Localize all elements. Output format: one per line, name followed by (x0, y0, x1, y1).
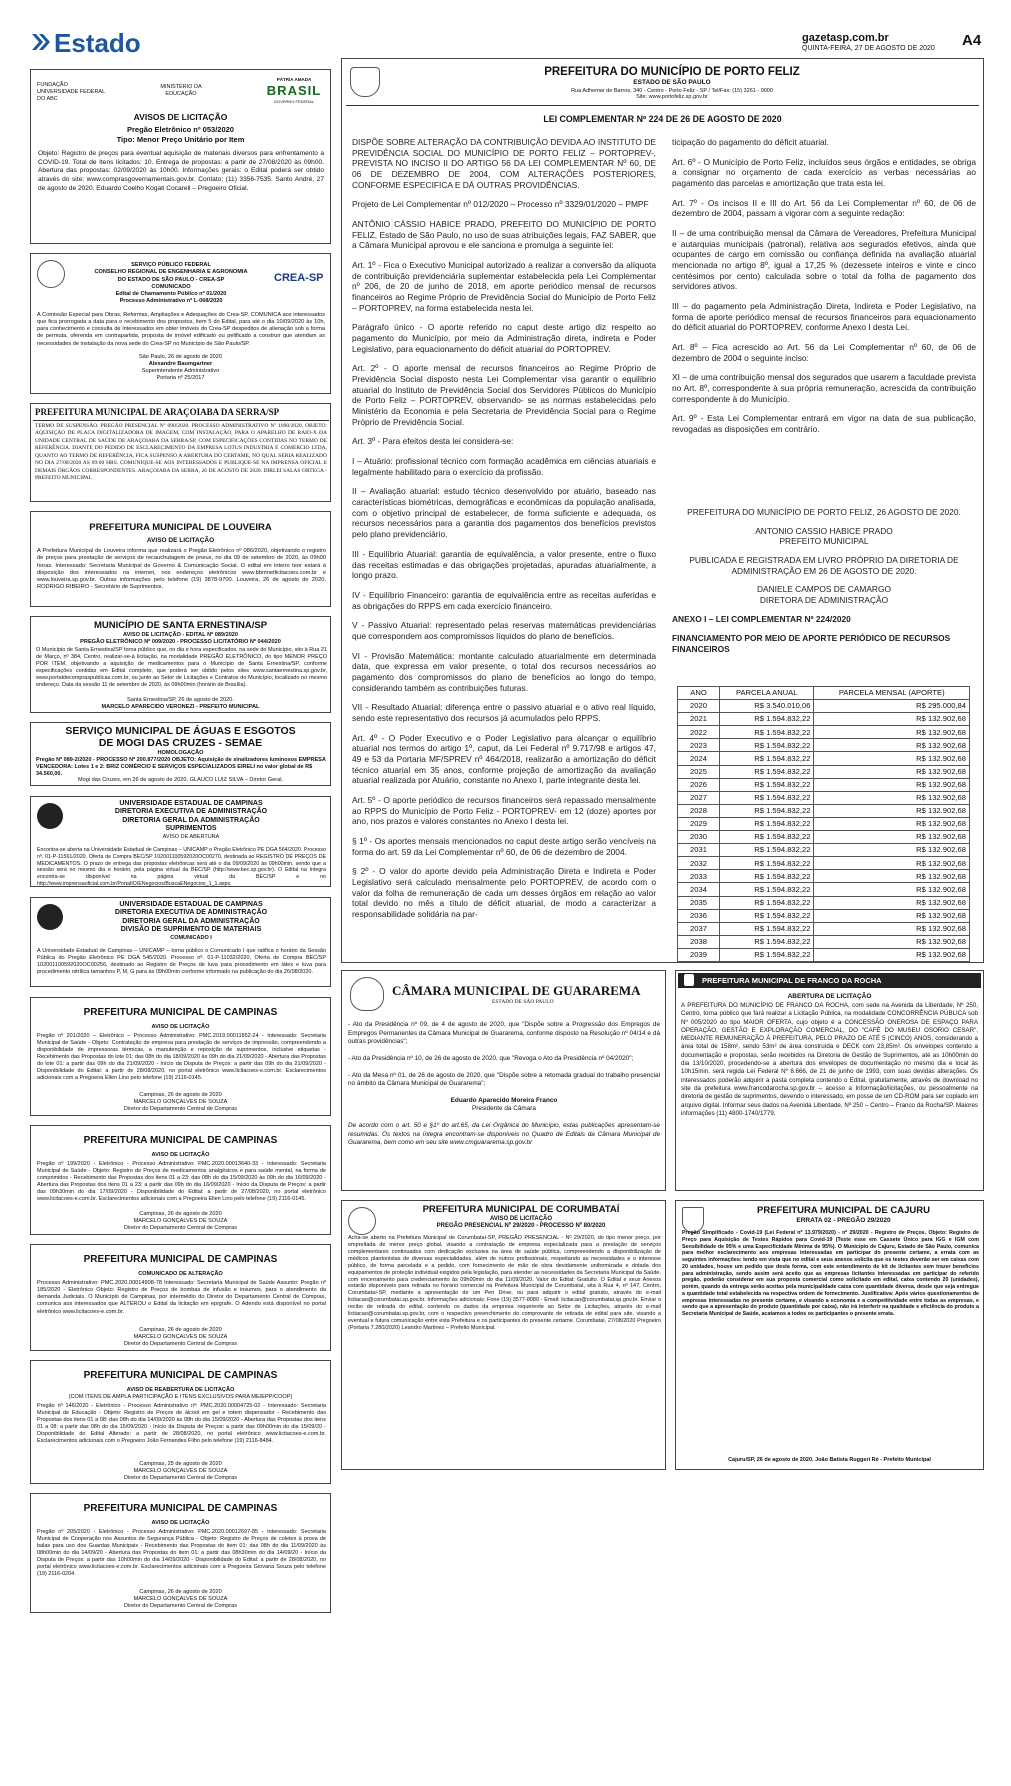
ernestina-signature: MARCELO APARECIDO VERONEZI - PREFEITO MUNICIPAL (101, 704, 260, 710)
aracoiaba-body: TERMO DE SUSPENSÃO. PREGÃO PRESENCIAL Nº 090/2020. PROCESSO ADMINISTRATIVO Nº 1090/2020. OBJETO: AQUISIÇÃO DE PLACA DIGITALIZADORA DE IMAGEM, COM INSTALAÇÃO, PARA O APARELHO DE RAIO-X DA UNIDADE CENTRAL DE SAÚDE DE ARAÇOIABA DA SERRA/SP, COM ESPECIFICAÇÕES CONTIDAS NO TERMO DE REFERÊNCIA. DIANTE DO PEDIDO DE ESCLARECIMENTO DA EMPRESA LOTUS INDUSTRIA E COMERCIO LTDA, QUANTO AO TERMO DE REFERÊNCIA, FICA SUSPENSO A ABERTURA DO CERTAME, NO QUAL SERIA REALIZADO NO DIA 27/08/2020 AS 09:00 HRS. COMUNIQUE-SE AOS INTERESSADOS E PUBLIQUE-SE NA IMPRENSA OFICIAL E DEMAIS ÓRGÃOS CORRESPONDENTES. ARAÇOIABA DA SERRA, 26 DE AGOSTO DE 2020. DIRLEI SALAS ORTEGA - PREFEITO MUNICIPAL (35, 423, 327, 482)
year-cell: 2021 (678, 713, 720, 726)
campinas-title: PREFEITURA MUNICIPAL DE CAMPINAS (83, 1254, 278, 1265)
notice-title: AVISOS DE LICITAÇÃO (133, 112, 228, 122)
guararema-notice (341, 970, 666, 1191)
porto-feliz-header: PREFEITURA DO MUNICÍPIO DE PORTO FELIZ ESTADO DE SÃO PAULO Rua Adhemar de Barros, 340 - Centro - Porto Feliz - SP / Tel/Fax: (15) 3261 - 9000 Site: www.portofeliz.sp.gov.br (544, 66, 800, 101)
annual-cell: R$ 1.594.832,22 (720, 883, 814, 896)
ernestina-date: Santa Ernestina/SP, 26 de agosto de 2020. (127, 697, 234, 703)
annual-cell: R$ 1.594.832,22 (720, 896, 814, 909)
ernestina-notice (30, 616, 331, 713)
crea-logo: CREA-SP (274, 272, 324, 284)
campinas-body: Processo Administrativo: PMC.2020.00014908-78 Interessado: Secretaria Municipal de Saúde Assunto: Pregão nº 185/2020 - Eletrônico Objeto: Registro de Preços de bombas de infusão e insumos, para o atendimento da demanda Judiciais. O Município de Campinas, por intermédio do Diretor do Departamento Central de Compras, comunica aos interessados que ALTEROU o Edital da licitação em epígrafe. O Adendo está disponível no portal eletrônico www.licitacoes-e.com.br. (37, 1280, 326, 1315)
porto-feliz-notice (341, 58, 984, 963)
unicamp-notice-2 (30, 897, 331, 987)
crea-signature: São Paulo, 26 de agosto de 2020 Alexandre Baumgartner Superintendente Administrativo Portaria nº 25/2017 (138, 354, 223, 382)
year-cell: 2020 (678, 700, 720, 713)
section-title: Estado (54, 28, 141, 58)
law-paragraph: VII - Resultado Atuarial: diferença entre o passivo atuarial e o ativo real líquido, sendo este representativo dos recursos já acumulados pelo RPPS. (352, 702, 656, 723)
monthly-cell: R$ 132.902,68 (814, 922, 970, 935)
law-paragraph: Art. 7º - Os incisos II e III do Art. 56 da Lei Complementar nº 60, de 06 de dezembro de 2004, passam a vigorar com a seguinte redação: (672, 197, 976, 219)
campinas-body: Pregão nº 205/2020 - Eletrônico - Processo Administrativo: PMC.2020.00012697-85 - Interessado: Secretaria Municipal de Cooperação nos Assuntos de Segurança Pública - Objeto: Registro de Preços de coletes à prova de balas para uso dos Guardas Municipais - Recebimento das Propostas do item 01: das 08h do dia 11/09/2020 às 08h00min do dia 14/09/20 - Abertura das Propostas do item 01: a partir das 08h30min do dia 14/09/20 - Início da Disputa de Preços: a partir das 10h00min do dia 14/09/2020 - Disponibilidade do Edital: a partir de 28/08/2020, no portal eletrônico www.licitacoes-e.com.br. Esclarecimentos adicionais com a Pregoeira Giovana Souza pelo telefone (19) 2116-0204. (37, 1529, 326, 1578)
table-row (678, 844, 970, 857)
law-paragraph: § 2º - O valor do aporte devido pela Administração Direta e Indireta e Poder Legislativo será calculado mensalmente pelo PORTOPREV, de acordo com o valor da folha de remuneração de cada um desses órgãos em relação ao valor total devido no mês a título de déficit atuarial, de modo a caracterizar a responsabilidade solidária na par- (352, 866, 656, 919)
table-row (678, 935, 970, 948)
annual-cell: R$ 1.594.832,22 (720, 857, 814, 870)
table-row (678, 739, 970, 752)
year-cell: 2033 (678, 870, 720, 883)
page-number: A4 (962, 32, 982, 49)
campinas-title: PREFEITURA MUNICIPAL DE CAMPINAS (83, 1503, 278, 1514)
ernestina-subtitle: AVISO DE LICITAÇÃO - EDITAL Nº 089/2020 (122, 632, 239, 638)
year-cell: 2039 (678, 948, 720, 961)
annual-cell (720, 961, 814, 963)
unicamp-body: A Universidade Estadual de Campinas – UNICAMP – torna público o Comunicado I que ratifica o horário da Sessão Pública do Pregão Eletrônico PE DGA 545/2020. Processo nº. 01-P-11032/2020, Oferta de Compra BEC/SP 102001100592020OC00256, destinado ao Registro de Preços de luva para procedimento em látex e luva para procedimento nitrílica tamanhos P, M, G para às 09h00min conforme informado na publicação do dia 26/08/2020. (37, 948, 326, 976)
corumbatai-header: PREFEITURA MUNICIPAL DE CORUMBATAÍ AVISO DE LICITAÇÃO PREGÃO PRESENCIAL Nº 29/2020 - PROCESSO Nº 80/2020 (422, 1204, 620, 1230)
law-paragraph: ticipação do pagamento do déficit atuarial. (672, 137, 829, 147)
corumbatai-body: Acha-se aberto na Prefeitura Municipal de Corumbataí-SP, PREGÃO PRESENCIAL - Nº 29/2020, do tipo menor preço, por empreitada de menor preço global, visando a contratação de empresa especializada para a prestação de serviços complementares continuados com dedicação exclusiva na área de saúde pública, compreendendo a disponibilização de médicos plantonistas de diversas especialidades, além de outros profissionais, respeitando as necessidades e o interesse público, de forma parcelada e a pedido, com fornecimento de mão de obra devidamente uniformizada e dotada dos equipamentos de proteção individual exigidos pela legislação, para atender as necessidades da Secretaria Municipal da Saúde, com encerramento para credenciamento às 09h00min do dia 11/09/2020. Valor do Edital: Gratuito. O Edital e seus Anexos estarão disponíveis para retirada no horário comercial na Prefeitura Municipal de Corumbataí, sita à Rua 4, nº 147, Centro, Corumbataí-SP, mediante a apresentação de um Pen Drive, ou para adquirir o edital gratuito, através do e-mail licitacao@corumbatai.sp.gov.br. Informações adicionais: Fone (19) 3577-8080 - Email: licitacao@corumbatai.sp.gov.br. Enviar o recibo de retirada do edital, contendo os dados da empresa requerente ao Setor de Licitações, através do e-mail licitacao@corumbatai.sp.gov.br, com o respectivo preenchimento do comprovante de retirada de edital para site, visando a eventual e futura comunicação entre esta Prefeitura e os participantes do presente certame. Corumbataí, 27/08/2020 Pregoeiro (Portaria 7.280/2020) Leandro Martinez – Prefeito Municipal. (348, 1235, 661, 1331)
campinas-subtitle: AVISO DE LICITAÇÃO (151, 1024, 210, 1030)
monthly-cell: R$ 132.902,68 (814, 804, 970, 817)
semae-title: SERVIÇO MUNICIPAL DE ÁGUAS E ESGOTOS (65, 725, 296, 737)
crea-header: SERVIÇO PÚBLICO FEDERAL CONSELHO REGIONAL DE ENGENHARIA E AGRONOMIA DO ESTADO DE SÃO PAULO - CREA-SP COMUNICADO Edital de Chamamento Público nº 01/2020 Processo Administrativo nº L-068/2020 (94, 262, 248, 305)
table-row (678, 948, 970, 961)
table-row (678, 831, 970, 844)
law-title: LEI COMPLEMENTAR Nº 224 DE 26 DE AGOSTO DE 2020 (543, 114, 782, 124)
campinas-subtitle: AVISO DE LICITAÇÃO (151, 1152, 210, 1158)
annual-cell: R$ 1.594.832,22 (720, 739, 814, 752)
campinas-signature: Campinas, 25 de agosto de 2020 MARCELO GONÇALVES DE SOUZA Diretor do Departamento Central de Compras (123, 1461, 238, 1482)
notice-subtitle-2: Tipo: Menor Preço Unitário por Item (116, 135, 245, 144)
law-paragraph: Art. 9º - Esta Lei Complementar entrará em vigor na data de sua publicação, revogadas as disposições em contrário. (672, 413, 976, 435)
year-cell: 2034 (678, 883, 720, 896)
issue-date: QUINTA-FEIRA, 27 DE AGOSTO DE 2020 (802, 45, 935, 52)
campinas-signature: Campinas, 26 de agosto de 2020 MARCELO GONÇALVES DE SOUZA Diretor do Departamento Central de Compras (123, 1327, 238, 1348)
table-row (678, 778, 970, 791)
crea-notice (30, 253, 331, 394)
col-header-monthly: PARCELA MENSAL (APORTE) (814, 687, 970, 700)
monthly-cell: R$ 132.902,68 (814, 726, 970, 739)
campinas-title: PREFEITURA MUNICIPAL DE CAMPINAS (83, 1007, 278, 1018)
law-paragraph: IV - Equilíbrio Financeiro: garantia de equivalência entre as receitas auferidas e as obrigações do RPPS em cada exercício financeiro. (352, 589, 656, 611)
table-row (678, 700, 970, 713)
unicamp-notice-1 (30, 796, 331, 887)
annual-cell: R$ 1.594.832,22 (720, 844, 814, 857)
monthly-cell: R$ 132.902,68 (814, 883, 970, 896)
law-paragraph: § 1º - Os aportes mensais mencionados no caput deste artigo serão vencíveis na forma do art. 59 da Lei Complementar nº 60, de 06 de dezembro de 2004. (352, 835, 656, 857)
annual-cell: R$ 1.594.832,22 (720, 752, 814, 765)
table-row (678, 726, 970, 739)
law-paragraph: Art. 3º - Para efeitos desta lei considera-se: (352, 436, 514, 447)
ufabc-notice (30, 69, 331, 244)
annual-cell: R$ 1.594.832,22 (720, 817, 814, 830)
year-cell: 2025 (678, 765, 720, 778)
monthly-cell: R$ 132.902,68 (814, 896, 970, 909)
campinas-notice-5 (30, 1493, 331, 1613)
coat-of-arms-icon (37, 260, 65, 288)
crea-body: A Comissão Especial para Obras, Reformas, Ampliações e Adequações do Crea-SP, COMUNICA aos interessados que fica prorrogada a data para o recebimento dos propostos, item 5 do Edital, para até o dia 10/09/2020 às 10h, para conhecimento e consulta de interessados em obter imóveis do Crea-SP despeditos de alienação sob a forma de permuta, oferenda em contrapartida, proposta de imóvel edificado ou pelificado a construir que atendam as necessidades de instalação da nova sede do Crea-SP no Município de São Paulo/SP. (37, 312, 325, 347)
year-cell: 2035 (678, 896, 720, 909)
franco-rocha-subtitle: ABERTURA DE LICITAÇÃO (787, 993, 872, 1000)
campinas-body: Pregão nº 201/2020 – Eletrônico – Processo Administrativo: PMC.2019.00011852-24 - Interessado: Secretaria Municipal de Saúde - Objeto: Contratação de empresa para prestação de serviços de impressão, compreendendo a disponibilidade de impressoras térmicas, a manutenção e reposição de suprimentos, inclusive etiquetas - Recebimento das Propostas do lote 01: das 08h do dia 18/09/2020 às 09h do dia 21/09/2020 - Abertura das Propostas do lote 01: a partir das 09h do dia 21/09/2020 - Início da Disputa de Preços: a partir das 09h do dia 21/09/2020 - Disponibilidade do Edital: a partir de 28/08/2020, no portal eletrônico www.licitacoes-e.com.br. Esclarecimentos adicionais com a Pregoeira Ellen Lino pelo telefone (19) 2116-0145. (37, 1033, 326, 1082)
guararema-title: CÂMARA MUNICIPAL DE GUARAREMA (392, 983, 641, 998)
law-paragraph: Projeto de Lei Complementar nº 012/2020 – Processo nº 3329/01/2020 – PMPF (352, 199, 649, 210)
monthly-cell: R$ 132.902,68 (814, 739, 970, 752)
franco-rocha-body: A PREFEITURA DO MUNICÍPIO DE FRANCO DA ROCHA, com sede na Avenida da Liberdade, Nº 250, Centro, torna público que fará realizar a Licitação Pública, na modalidade CONCORRÊNCIA PÚBLICA sob Nº 005/2020 do tipo MAIOR OFERTA, cujo objeto é a CONCESSÃO ONEROSA DE ESPAÇO PARA OPERAÇÃO, GESTÃO E EXPLORAÇÃO COMERCIAL, DO "CAFÉ DO MUSEU OSORIO CESAR", MEDIANTE REMUNERAÇÃO À PREFEITURA, PELO PRAZO DE ATÉ 5 (CINCO) ANOS, considerando a área total de 158m², sendo 53m² de área construída e DECK com 23,85m². Os envelopes contendo a documentação e propostas, serão recebidos na Diretoria de Gestão de Suprimentos, até as 10h00min do dia 13/10/2020, procedendo-se a abertura dos envelopes de documentação no mesmo dia e local às 10h15min. será regida Lei Federal Nº 8.666, de 21 de junho de 1993, com suas devidas alterações. Os interessados poderão adquirir a pasta completa contendo o Edital, gratuitamente, através de download no site da prefeitura www.francodarocha.sp.gov.br – acesso a Informação/licitações, ou pessoalmente na diretoria de gestão de suprimentos, devendo o interessado, em posse de um CD-ROM para ser copiado em arquivo digital. Informar seus dados na Avenida Liberdade, Nº 250 – Centro – Franco da Rocha/SP. Maiores informações (11) 4800-1740/1779. (681, 1002, 978, 1117)
annual-cell: R$ 1.594.832,22 (720, 804, 814, 817)
monthly-cell: R$ 132.902,68 (814, 791, 970, 804)
louveira-title: PREFEITURA MUNICIPAL DE LOUVEIRA (89, 522, 272, 533)
law-paragraph: II – de uma contribuição mensal da Câmara de Vereadores, Prefeitura Municipal e autarquias municipais (patronal), relativa aos segurados efetivos, ainda que ocupantes de cargo em comissão ou confiança definida na avaliação atuarial mencionada no artigo 8º, igual a 17,25 % (dezessete inteiros e vinte e cinco centésimos por cento) calculada sobre o total da folha de pagamento dos servidores ativos. (672, 228, 976, 292)
notice-subtitle: Pregão Eletrônico nº 053/2020 (127, 125, 234, 134)
brasil-logo: PÁTRIA AMADA BRASIL GOVERNO FEDERAL (261, 77, 327, 104)
guararema-subtitle: ESTADO DE SÃO PAULO (492, 999, 554, 1005)
year-cell: 2032 (678, 857, 720, 870)
year-cell: 2027 (678, 791, 720, 804)
campinas-notice-1 (30, 997, 331, 1116)
annual-cell: R$ 1.594.832,22 (720, 948, 814, 961)
monthly-cell: R$ 132.902,68 (814, 831, 970, 844)
table-row (678, 804, 970, 817)
monthly-cell (814, 961, 970, 963)
franco-rocha-title: PREFEITURA MUNICIPAL DE FRANCO DA ROCHA (702, 976, 882, 985)
annual-cell: R$ 1.594.832,22 (720, 791, 814, 804)
law-paragraph: I – Atuário: profissional técnico com formação acadêmica em ciências atuariais e legalmente habilitado para o exercício da profissão. (352, 456, 656, 477)
unicamp-header: UNIVERSIDADE ESTADUAL DE CAMPINAS DIRETORIA EXECUTIVA DE ADMINISTRAÇÃO DIRETORIA GERAL DA ADMINISTRAÇÃO DIVISÃO DE SUPRIMENTO DE MATERIAIS COMUNICADO I (114, 901, 268, 941)
monthly-cell: R$ 295.000,84 (814, 700, 970, 713)
law-paragraph: ANTÔNIO CÁSSIO HABICE PRADO, PREFEITO DO MUNICÍPIO DE PORTO FELIZ, Estado de São Paulo, no uso de suas atribuições legais, FAZ SABER, que a Câmara Municipal aprovou e ele sanciona e promulga a seguinte lei: (352, 219, 656, 251)
campinas-notice-2 (30, 1125, 331, 1235)
law-closing: PREFEITURA DO MUNICÍPIO DE PORTO FELIZ, 26 AGOSTO DE 2020. ANTONIO CASSIO HABICE PRADO PREFEITO MUNICIPAL PUBLICADA E REGISTRADA EM LIVRO PRÓPRIO DA DIRETORIA DE ADMINISTRAÇÃO EM 26 DE AGOSTO DE 2020. DANIELE CAMPOS DE CAMARGO DIRETORA DE ADMINISTRAÇÃO ANEXO I – LEI COMPLEMENTAR Nº 224/2020 FINANCIAMENTO POR MEIO DE APORTE PERIÓDICO DE RECURSOS FINANCEIROS (672, 507, 961, 655)
coat-of-arms-icon (348, 1207, 376, 1235)
campinas-body: Pregão nº 199/2020 - Eletrônico - Processo Administrativo: PMC.2020.00013640-33 - Interessado: Secretaria Municipal de Saúde - Objeto: Registro de Preços de medicamentos analgésicos e para saúde mental, na forma de comprimidos - Recebimento das Propostas dos itens 01 a 23: das 08h do dia 15/09/2020 às 09h do dia 16/09/2020 - Abertura das Propostas dos itens 01 a 23: a partir das 09h do dia 16/09/2020 - Início da Disputa de Preços: a partir das 09h30min do dia 17/09/2020 - Disponibilidade do Edital: a partir de 27/08/2020, no portal eletrônico www.licitacoes-e.com.br. Esclarecimentos adicionais com a Pregoeira Ellen Lino pelo telefone (19) 2116-0145. (37, 1161, 326, 1203)
year-cell: 2031 (678, 844, 720, 857)
table-row (678, 909, 970, 922)
law-paragraph: Art. 1º - Fica o Executivo Municipal autorizado a realizar a conversão da alíquota de contribuição previdenciária suplementar estabelecida pela Lei Complementar nº 206, de 20 de junho de 2018, em aporte periódico mensal de recursos financeiros ao Regime Próprio de Previdência Social do Município de Porto Feliz – PORTOPREV, na forma estabelecida nesta lei. (352, 260, 656, 313)
monthly-cell: R$ 132.902,68 (814, 935, 970, 948)
campinas-subtitle: AVISO DE REABERTURA DE LICITAÇÃO (126, 1387, 235, 1393)
campinas-title: PREFEITURA MUNICIPAL DE CAMPINAS (83, 1370, 278, 1381)
monthly-cell: R$ 132.902,68 (814, 713, 970, 726)
monthly-cell: R$ 132.902,68 (814, 817, 970, 830)
monthly-cell: R$ 132.902,68 (814, 948, 970, 961)
law-paragraph: III – do pagamento pela Administração Direta, Indireta e Poder Legislativo, na forma de aporte periódico mensal de recursos financeiros para equacionamento do déficit atuarial do PORTOPREV, conforme Anexo I desta Lei. (672, 301, 976, 333)
law-paragraph: Art. 8º – Fica acrescido ao Art. 56 da Lei Complementar nº 60, de 06 de dezembro de 2004 o seguinte inciso: (672, 342, 976, 363)
year-cell: 2028 (678, 804, 720, 817)
year-cell: 2037 (678, 922, 720, 935)
semae-title-2: DE MOGI DAS CRUZES - SEMAE (98, 737, 263, 749)
monthly-cell: R$ 132.902,68 (814, 752, 970, 765)
law-paragraph: DISPÕE SOBRE ALTERAÇÃO DA CONTRIBUIÇÃO DEVIDA AO INSTITUTO DE PREVIDÊNCIA SOCIAL DO MUNICÍPIO DE PORTO FELIZ – PORTOPREV-, PREVISTA NO INCISO II DO ARTIGO 56 DA LEI COMPLEMENTAR Nº 60, DE 06 DE DEZEMBRO DE 2004, COM ALTERAÇÕES POSTERIORES, CONFORME ESPECIFICA E DÁ OUTRAS PROVIDÊNCIAS. (352, 137, 656, 190)
annual-cell: R$ 1.594.832,22 (720, 870, 814, 883)
law-paragraph: Art. 4º - O Poder Executivo e o Poder Legislativo para alcançar o equilíbrio atuarial nos termos do artigo 1º, caput, da Lei Federal nº 9.717/98 e artigos 47, 49 e 53 da Portaria MF/SPREV nº 464/2018, realizarão a amortização do déficit técnico atuarial em 35 anos, conforme projeção de amortização da avaliação atuarial realizada por Atuário, constante no Anexo I, parte integrante desta lei. (352, 732, 656, 786)
law-paragraph: XI – de uma contribuição mensal dos segurados que usarem a faculdade prevista no Art. 8º, correspondente à sua própria remuneração, acrescida da contribuição correspondente à do Município. (672, 372, 976, 404)
table-row (678, 752, 970, 765)
coat-of-arms-icon (350, 67, 380, 97)
semae-subtitle: HOMOLOGAÇÃO (157, 750, 204, 756)
col-header-annual: PARCELA ANUAL (720, 687, 814, 700)
franco-rocha-notice (675, 970, 984, 1191)
annual-cell: R$ 1.594.832,22 (720, 935, 814, 948)
table-row (678, 713, 970, 726)
ministry-label: MINISTÉRIO DA EDUCAÇÃO (160, 84, 202, 97)
law-paragraph: Parágrafo único - O aporte referido no caput deste artigo diz respeito ao pagamento do Município, por meio da Administração direta, indireta e Poder Legislativo, para equacionamento do déficit atuarial do PORTOPREV. (352, 322, 656, 354)
law-paragraph: Art. 6º - O Município de Porto Feliz, incluídos seus órgãos e entidades, se obriga a consignar no orçamento de cada exercício as verbas necessárias ao pagamento das parcelas e amortização que trata esta lei. (672, 156, 976, 189)
ernestina-subtitle-2: PREGÃO ELETRÔNICO Nº 009/2020 - PROCESSO LICITATÓRIO Nº 044/2020 (80, 639, 281, 645)
annual-cell: R$ 1.594.832,22 (720, 713, 814, 726)
annual-cell: R$ 1.594.832,22 (720, 831, 814, 844)
chevron-icon (30, 32, 50, 52)
ernestina-title: MUNICÍPIO DE SANTA ERNESTINA/SP (93, 620, 268, 631)
year-cell: 2029 (678, 817, 720, 830)
col-header-year: ANO (678, 687, 720, 700)
annual-cell: R$ 3.540.010,06 (720, 700, 814, 713)
site-url[interactable]: gazetasp.com.br (802, 32, 889, 44)
monthly-cell: R$ 132.902,68 (814, 778, 970, 791)
coat-of-arms-icon (684, 974, 694, 986)
semae-body: Pregão Nº 089-2/2020 - PROCESSO Nº 200.877/2020 OBJETO: Aquisição de sinalizadores luminosos EMPRESA VENCEDORA: Lotes 1 e 2: BRIZ COMÉRCIO E SERVIÇOS ESPECIALIZADOS EIRELI no valor global de R$ 34.560,00. (36, 757, 326, 778)
law-paragraph: Art. 5º - O aporte periódico de recursos financeiros será repassado mensalmente ao RPPS do Município de Porto Feliz - PORTOPREV- em 12 (doze) aportes por ano, nos prazos e valores constantes no Anexo I desta lei. (352, 794, 656, 827)
unicamp-body: Encontra-se aberta na Universidade Estadual de Campinas – UNICAMP o Pregão Eletrônico PE DGA 564/2020. Processo nº. 01-P-11561/2020. Oferta de Compra BEC/SP 102001100592020OC00270, destinada ao REGISTRO DE PREÇOS DE MEDICAMENTOS. O prazo de entrega das propostas eletrônicas será até o dia 09/09/2020 às 09h00min, sendo que a sessão será no mesmo dia e horário, pela página virtual da BEC/SP (http://www.bec.sp.gov.br). O Edital na íntegra encontra-se disponível na página virtual da BEC/SP e no http://www.imprensaoficial.com.br/PortalIO/ENegocios/BuscaENegocios_1_1.aspx. (37, 847, 326, 887)
corumbatai-notice (341, 1200, 666, 1470)
annual-cell: R$ 1.594.832,22 (720, 909, 814, 922)
louveira-notice (30, 511, 331, 607)
table-row (678, 857, 970, 870)
guararema-body: - Ato da Presidência nº 09, de 4 de agosto de 2020, que "Dispõe sobre a Progressão dos Empregos de Empregos Permanentes da Câmara Municipal de Guararema, conforme disposto na Resolução nº 04/14 e dá outras providências"; - Ato da Presidência nº 10, de 26 de agosto de 2020, que "Revoga o Ato da Presidência nº 04/2020"; - Ato da Mesa nº 01, de 26 de agosto de 2020, que "Dispõe sobre a retomada gradual do trabalho presencial no âmbito da Câmara Municipal de Guararema"; Eduardo Aparecido Moreira Franco Presidente da Câmara De acordo com o art. 50 e §1º do art.65, da Lei Orgânica do Município, estas publicações apresentam-se resumidas. Os textos na íntegra encontram-se disponíveis no Quadro de Editais da Câmara Municipal de Guararema, bem como em seu site www.cmguararema.sp.gov.br (348, 1021, 660, 1147)
semae-notice (30, 722, 331, 786)
coat-of-arms-icon (350, 977, 384, 1011)
table-row (678, 870, 970, 883)
table-row (678, 883, 970, 896)
campinas-notice-4 (30, 1360, 331, 1484)
monthly-cell: R$ 132.902,68 (814, 870, 970, 883)
cajuru-notice (675, 1200, 984, 1470)
monthly-cell: R$ 132.902,68 (814, 909, 970, 922)
notice-body: Objeto: Registro de preços para eventual aquisição de materiais diversos para enfrentamento a COVID-19. Total de Itens licitados: 10. Entrega de propostas: a partir de 27/08/2020 às 09h00. Abertura das propostas: 02/09/2020 às 10h00. Informações gerais: o Edital poderá ser obtido através do site: www.comprasgovernamentais.gov.br. Contato: (11) 3356-7535. Santo André, 27 de agosto de 2020. Eduardo Coelho Kogati Cocareli – Pregoeiro Oficial. (38, 150, 324, 192)
year-cell: 2023 (678, 739, 720, 752)
cajuru-header: PREFEITURA MUNICIPAL DE CAJURU ERRATA 02 - PREGÃO 29/2020 (757, 1205, 930, 1224)
table-row (678, 961, 970, 963)
year-cell: 2038 (678, 935, 720, 948)
annual-cell: R$ 1.594.832,22 (720, 726, 814, 739)
law-paragraph: II – Avaliação atuarial: estudo técnico desenvolvido por atuário, baseado nas características biométricas, demográficas e econômicas da população analisada, com o objetivo principal de estabelecer, de forma suficiente e adequada, os recursos necessários para a garantia dos pagamentos dos benefícios previstos pelo plano previdenciário. (352, 486, 656, 540)
cajuru-body: Pregão Simplificado - Covid-19 (Lei Federal nº 13.979/2020) - nº 29/2020 - Registro de Preços. Objeto: Registro de Preço para Aquisição de Testes Rápidos para Covid-19 (Teste esse em Cassete Único para IGG e IGM com Sensibilidade de 95% e uma Especificidade Mínima de 95%). O Município de Cajuru, Estado de São Paulo, comunica para melhor esclarecimento aos empresas interessadas em participar do presente certame, a errata com as seguintes informações: tendo em vista que no edital e seus anexos solicita que os testes deverão ser em caixas com 20 unidades, houve um pedido que desta forma, com este entendimento de kit de licitantes sem trazer benefícios para administração, sendo assim será aceito que as empresas licitantes interessadas em participar do referido pregão, poderão considerar em sua proposta comercial como solicitado em edital, caixa contendo 20 (unidades), porém, quando da entrega serão aceitas pela municipalidade caixa com quantidade diversa, desde que seja entregue a quantidade total estabelecida na respectiva ordem de fornecimento. Justificativa: Após vários questionamentos de empresas interessadas no presente certame, e visando a economia e a competitividade entre todas as empresas, e sendo que a apresentação do produto (quantidade por caixa), não irá interferir na qualidade e eficiência do produto a Secretaria Municipal de Saúde, acatamos a todos os participantes o presente errata. (682, 1230, 979, 1318)
table-row (678, 791, 970, 804)
year-cell (678, 961, 720, 963)
campinas-subtitle-2: (COM ITENS DE AMPLA PARTICIPAÇÃO E ITENS EXCLUSIVOS PARA ME/EPP/COOP) (68, 1394, 293, 1400)
year-cell: 2024 (678, 752, 720, 765)
ernestina-body: O Município de Santa Ernestina/SP torna público que, no dia e hora especificados, na sede do Município, sito à Rua 21 de Março, nº 384, Centro, realizar-se-á licitação, na modalidade PREGÃO ELETRÔNICO, do tipo MENOR PREÇO POR ITEM, objetivando a aquisição de medicamentos para o Município de Santa Ernestina/SP, conforme especificações contidas em Edital completo, que poderá ser obtido pelos sites www.santaernestina.sp.gov.br, www.portaldecompraspublicas.com.br, ou junto ao Setor de Licitações e Contratos do Município, localizado no mesmo endereço. Data da sessão 11 de setembro de 2020, às 09h00min (horário de Brasília). (36, 647, 327, 689)
annual-cell: R$ 1.594.832,22 (720, 778, 814, 791)
unicamp-logo-icon (37, 803, 63, 829)
monthly-cell: R$ 132.902,68 (814, 844, 970, 857)
unicamp-logo-icon (37, 904, 63, 930)
table-row (678, 765, 970, 778)
monthly-cell: R$ 132.902,68 (814, 765, 970, 778)
law-column-left (352, 137, 656, 963)
monthly-cell: R$ 132.902,68 (814, 857, 970, 870)
year-cell: 2026 (678, 778, 720, 791)
campinas-body: Pregão nº 146/2020 - Eletrônico - Processo Administrativo nº: PMC.2020.00004725-02 - Interessado: Secretaria Municipal de Educação - Objeto: Registro de Preços de álcool em gel e totem dispensador - Recebimento das Propostas dos itens 01 a 08: das 08h do dia 14/09/2020 às 08h do dia 15/09/2020 - Abertura das Propostas dos itens 01 a 08: a partir das 08h do dia 15/09/2020 - Início da Disputa de Preços: a partir das 09h00min do dia 15/09/20 - Disponibilidade do Edital Alterado: a partir de 28/08/2020, no portal eletrônico www.licitacoes-e.com.br. Esclarecimentos adicionais com o Pregoeiro João Fernandes Filho pelo telefone (19) 2116-8484. (37, 1403, 326, 1445)
page-header (0, 0, 1011, 60)
year-cell: 2030 (678, 831, 720, 844)
semae-signature: Mogi das Cruzes, em 26 de agosto de 2020. GLAUCO LUIZ SILVA – Diretor Geral. (78, 777, 283, 783)
louveira-subtitle: AVISO DE LICITAÇÃO (146, 537, 215, 544)
year-cell: 2036 (678, 909, 720, 922)
law-paragraph: III - Equilíbrio Atuarial: garantia de equivalência, a valor presente, entre o fluxo das receitas estimadas e das obrigações projetadas, apuradas atuarialmente, a longo prazo. (352, 548, 656, 581)
annual-cell: R$ 1.594.832,22 (720, 922, 814, 935)
table-row (678, 896, 970, 909)
campinas-notice-3 (30, 1244, 331, 1351)
cajuru-signature: Cajuru/SP, 26 de agosto de 2020. João Batista Ruggeri Ré - Prefeito Municipal (728, 1457, 931, 1463)
aracoiaba-notice (30, 403, 331, 502)
ufabc-org: FUNDAÇÃO UNIVERSIDADE FEDERAL DO ABC (37, 82, 105, 102)
law-paragraph: VI - Provisão Matemática: montante calculado atuarialmente em determinada data, que expressa em valor presente, o total dos recursos necessários ao pagamento dos compromissos do plano de benefícios ao longo do tempo, considerando também as contribuições futuras. (352, 650, 656, 693)
campinas-subtitle: AVISO DE LICITAÇÃO (151, 1520, 210, 1526)
year-cell: 2022 (678, 726, 720, 739)
unicamp-header: UNIVERSIDADE ESTADUAL DE CAMPINAS DIRETORIA EXECUTIVA DE ADMINISTRAÇÃO DIRETORIA GERAL DA ADMINISTRAÇÃO SUPRIMENTOS AVISO DE ABERTURA (114, 800, 268, 840)
table-row (678, 817, 970, 830)
aracoiaba-title: PREFEITURA MUNICIPAL DE ARAÇOIABA DA SERRA/SP (35, 407, 280, 417)
campinas-signature: Campinas, 26 de agosto de 2020 MARCELO GONÇALVES DE SOUZA Diretor do Departamento Central de Compras (123, 1211, 238, 1232)
law-paragraph: V - Passivo Atuarial: representado pelas reservas matemáticas previdenciárias que correspondem aos compromissos líquidos do plano de benefícios. (352, 620, 656, 641)
law-column-right (672, 137, 976, 444)
louveira-body: A Prefeitura Municipal de Louveira informa que realizará o Pregão Eletrônico nº 086/2020, objetivando o registro de preços para prestação de serviços de recauchutagem de pneus, no dia 09 de setembro de 2020, às 09h00 horas. Interessado: Secretaria Municipal de Governo & Comunicação Social. O edital em inteiro teor estará à disposição dos interessados na internet, nos endereços eletrônicos www.bbmnetlicitacoes.com.br e www.louveira.sp.gov.br. Outras informações pelo telefone (19) 3878-9700. Louveira, 26 de agosto de 2020. RODRIGO RIBEIRO - Secretário de Suprimentos. (37, 548, 326, 591)
amortization-table (677, 686, 970, 963)
campinas-title: PREFEITURA MUNICIPAL DE CAMPINAS (83, 1135, 278, 1146)
campinas-subtitle: COMUNICADO DE ALTERAÇÃO (138, 1271, 223, 1277)
annual-cell: R$ 1.594.832,22 (720, 765, 814, 778)
table-row (678, 922, 970, 935)
campinas-signature: Campinas, 26 de agosto de 2020 MARCELO GONÇALVES DE SOUZA Diretor do Departamento Central de Compras (123, 1092, 238, 1113)
campinas-signature: Campinas, 26 de agosto de 2020 MARCELO GONÇALVES DE SOUZA Diretor do Departamento Central de Compras (123, 1589, 238, 1610)
law-paragraph: Art. 2º - O aporte mensal de recursos financeiros ao Regime Próprio de Previdência Social disposto nesta Lei Complementar visa garantir o equilíbrio atuarial do Instituto de Previdência Social dos Servidores Públicos do Município de Porto Feliz – PORTOPREV, observando- se as normas estabelecidas pelo Ministério da Economia e pela Secretaria de Previdência Social para o Regime Próprio de Previdência Social. (352, 363, 656, 427)
